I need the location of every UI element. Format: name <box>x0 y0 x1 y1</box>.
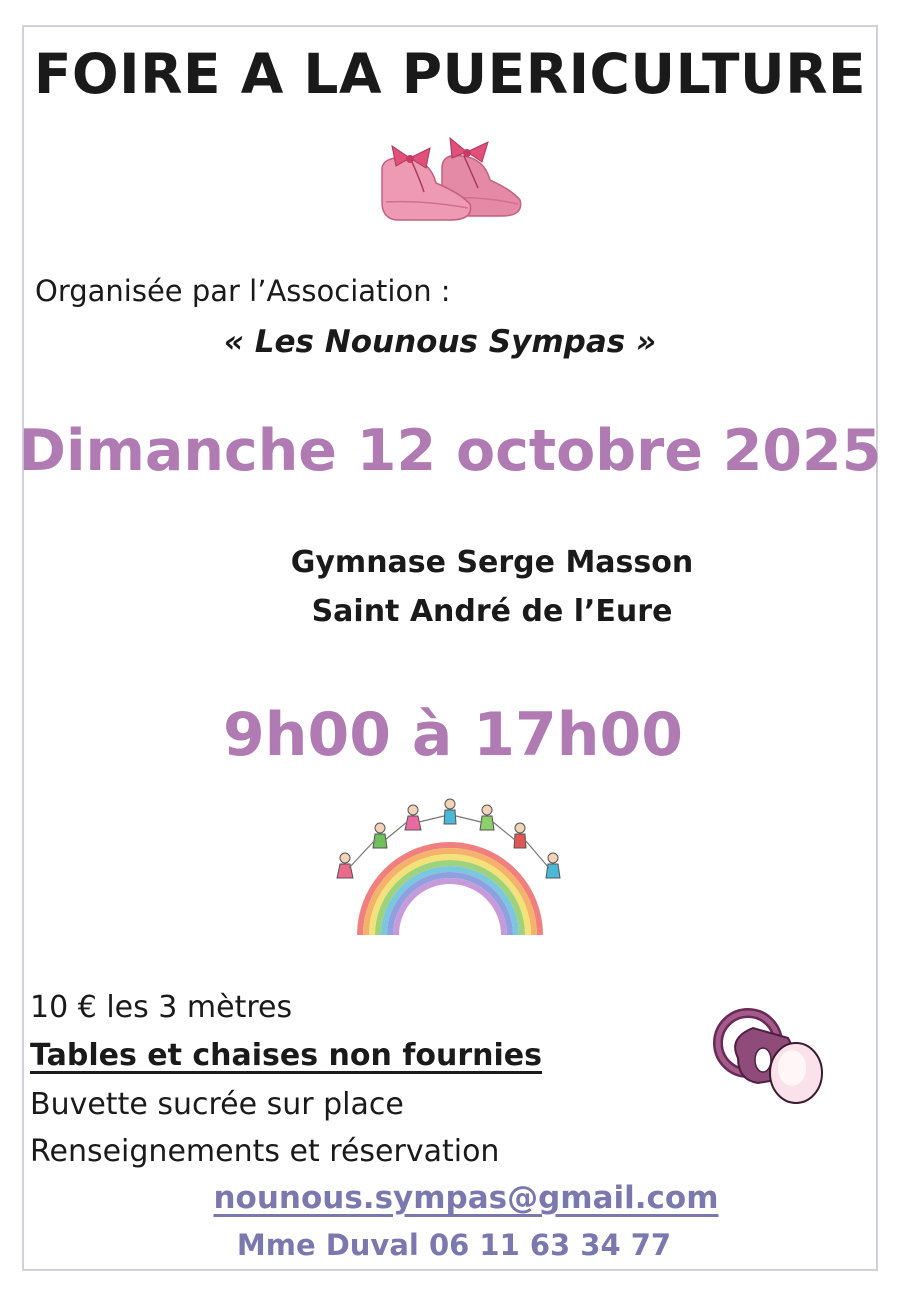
event-hours: 9h00 à 17h00 <box>223 700 683 770</box>
baby-shoes-icon <box>372 128 532 228</box>
refreshments-text: Buvette sucrée sur place <box>30 1087 404 1122</box>
association-name: « Les Nounous Sympas » <box>223 324 657 360</box>
venue-name: Gymnase Serge Masson <box>290 545 694 580</box>
organizer-intro: Organisée par l’Association : <box>35 274 451 308</box>
tables-note: Tables et chaises non fournies <box>30 1038 542 1073</box>
venue-town: Saint André de l’Eure <box>311 594 673 629</box>
price-text: 10 € les 3 mètres <box>30 990 293 1025</box>
rainbow-children-icon <box>325 790 575 940</box>
pacifier-icon <box>708 998 838 1113</box>
info-reservation-text: Renseignements et réservation <box>30 1134 500 1169</box>
contact-phone: Mme Duval 06 11 63 34 77 <box>236 1228 672 1262</box>
contact-email-link[interactable]: nounous.sympas@gmail.com <box>213 1180 719 1216</box>
event-date: Dimanche 12 octobre 2025 <box>18 418 882 484</box>
poster-title: FOIRE A LA PUERICULTURE <box>33 42 867 106</box>
